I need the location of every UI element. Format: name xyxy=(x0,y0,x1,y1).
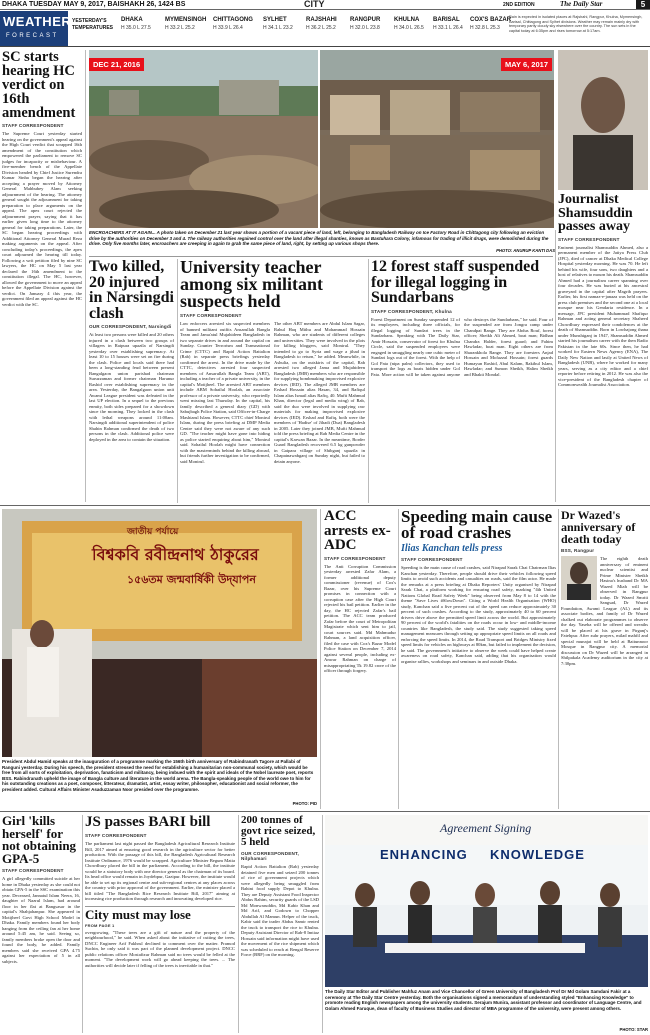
page-number: 5 xyxy=(636,0,650,10)
column-rule xyxy=(555,230,556,502)
column-rule xyxy=(82,815,83,1033)
byline: STAFF CORRESPONDENT, Khulna xyxy=(371,308,452,314)
photo-credit: PHOTO: ANURUP KANTI DAS xyxy=(496,248,555,254)
headline: Journalist Shamsuddin passes away xyxy=(558,193,633,234)
article-body: Eminent journalist Shamsuddin Ahmed, also a permanent member of the Jatiya Press Club (JPC), died of cancer at Dhaka Medical College Hospital yesterday morning. He was 70. He left behind his wife, four sons, two daughters and a host of relatives to mourn his death. Shamsuddin Ahmed had a journalism career spanning over four decades. He was buried at his ancestral graveyard in the capital after Magrib prayers. Earlier, his first namaz-e-janaza was held on the press club premises and the second one at a local mosque near his Gendaria residence. In a message, JPC president Muhammad Shafiqur Rahman and acting general secretary Shaheed Chowdhury expressed their condolences at the death of Shamsuddin. Born in Lowhajong thana under Munshiganj in 1947, Shamsuddin Ahmed started his journalism career with the then Radio Pakistan in the late 60s. Since then, he had worked for Eastern News Agency (ENA), The Daily New Nation and lastly at United News of Bangladesh (UNB), where he worked for many years, serving as a city editor and a chief reporter before retiring in 2012. He was also the vice-president of the Bangladesh chapter of Commonwealth Journalist Association. xyxy=(558,244,648,387)
city-temp: SYLHET H 34.1 L 23.2 xyxy=(263,17,293,31)
city-temp: COX'S BAZAR H 32.8 L 25.3 xyxy=(470,17,512,31)
dateline: DHAKA TUESDAY MAY 9, 2017, BAISHAKH 26, 1424 BS xyxy=(2,1,186,8)
date-tag-right: MAY 6, 2017 xyxy=(501,58,552,71)
sign-text: Agreement Signing xyxy=(440,821,532,835)
headline: Girl 'kills herself' for not obtaining GPA-5 xyxy=(2,815,77,866)
article-body: The eighth death anniversary of eminent nuclear scientist and Prime Minister Sheikh Hasina's husband Dr MA Wazed Miah will be observed in Rangpur today. Dr Wazed Smriti Sangsad, Dr Wazed Foundation, Awami League (AL) and its associate bodies, and family of Dr Wazed chalked out elaborate programmes to observe the day. Yaseba will be offered and wreaths will be placed at his grave in Pirganj's Fatehpur. After zuhr prayers, milad mahfil and special munajat will be held at Baitunnoor Mosque in Rangpur city. A memorial discussion on Dr Wazed will be arranged in Shilpakala Academy auditorium in the city at 7:30pm. xyxy=(561,556,648,666)
article-acc xyxy=(324,509,396,809)
headline: ACC arrests ex-ADC xyxy=(324,509,391,553)
edition-label: 2ND EDITION xyxy=(503,2,535,8)
city-temp: CHITTAGONG H 33.9 L 26.4 xyxy=(213,17,253,31)
portrait-shamsuddin xyxy=(558,50,648,190)
article-rice-seized xyxy=(241,815,319,1033)
city-temp: KHULNA H 34.0 L 26.5 xyxy=(394,17,424,31)
byline: STAFF CORRESPONDENT xyxy=(558,236,620,242)
section-title: CITY xyxy=(304,0,325,9)
article-university-teacher xyxy=(180,259,365,503)
masthead xyxy=(0,0,650,10)
photo-credit: PHOTO: STAR xyxy=(619,1027,648,1033)
article-body: A girl allegedly committed suicide at her home in Dhaka yesterday as she could not obtain GPA-5 in the SSC examination this year. Deceased, Jannatul Islam Neera, 16, daughter of Nazrul Islam, had around floor in her flat at Bangsasar in the capital's Shahjahanpur. She appeared in Motijheel Govt High School Model in Dhaka. Family members found her body hanging from the ceiling fan at her home around 5:45 am, he said. Seeing so, family members broke open the door and found the body, he added. Family members said she received GPA 4.75 against her expectation of 5 in all subjects. xyxy=(2,876,80,964)
subheadline: Ilias Kanchan tells press xyxy=(401,543,503,554)
article-forest-staff xyxy=(371,259,553,503)
weather-note: Rain is expected in isolated places at Rajshahi, Rangpur, Khulna, Mymensingh, Barisal, Chittagong and Sylhet divisions. Weather may remain mainly dry with temporary partly cloudy sky elsewhere over the country. The sun sets in the capital today at 6:35pm and rises tomorrow at 5:17am. xyxy=(509,15,643,34)
rule xyxy=(0,505,650,506)
article-body: The parliament last night passed the Bangladesh Agricultural Research Institute Bill, 2017 aimed at ensuring good research in the agriculture sector for better production. With the passage of this bill, the Bangladesh Agricultural Research Institute Ordinance, 1976 would be scrapped. Agriculture Minister Begum Matia Chowdhury placed the bill in the parliament. According to the bill, the institute would be a statutory body with one director general as the chairman of its board. Its head office would remain in Joydebpur, Gazipur. However, the institute would be able to set up its regional centre and sub-regional centres at any places across the country with prior approval of the government. Earlier, the minister placed a bill titled "The Bangladesh Rice Research Institute Bill, 2017" aiming at increasing rice production through research and innovating developed rice. xyxy=(85,841,235,901)
article-body: overgrowing. "These trees are a gift of nature and the property of the neighbourhood," he said. When asked about the initiative of cutting the trees, DNCC Engineer Arif Fakhrul declined to comment over the matter. Pramod Suchin, he only said it was part of the planned development project. DNCC public relations officer Mostafizur Rahman said no trees would be felled at the moment. "The development work will go ahead keeping the trees. ... The authorities will decide later if felling of the trees is inevitable in that." xyxy=(85,929,235,968)
portrait-illustration xyxy=(558,50,648,190)
column-rule xyxy=(85,50,86,502)
banner-sub: ১৫৬তম জন্মবার্ষিকী উদ্‌যাপন xyxy=(127,573,256,586)
city-temp: DHAKA H 35.0 L 27.5 xyxy=(121,17,151,31)
headline: University teacher among six militant suspects held xyxy=(180,259,324,311)
article-body: The Anti Corruption Commission yesterday arrested Zafar Alam, a former additional deputy commissioner (revenue) of Cox's Bazar, over his Supreme Court promises in connection with a corruption case after the High Court rejected his bail petition. Earlier in the day, the HC rejected Zafar's bail petition. The ACC team produced Zafar before the court of Metropolitan Magistrate which sent him to jail, court sources said. Md Mahmudur Rahman, a land acquisition officer, filed the case with Cox's Bazar Model Police Station on December 7, 2014 against several people, including ex-Anwar Rahman on charge of misappropriating Tk 19.82 crore of the officer through forgery. xyxy=(324,563,396,673)
photo-tagore-anniversary xyxy=(2,509,317,757)
headline: JS passes BARI bill xyxy=(85,815,211,830)
headline: Speeding main cause of road crashes xyxy=(401,509,553,542)
city-temp: RAJSHAHI H 36.2 L 25.2 xyxy=(306,17,337,31)
article-body: Law enforcers arrested six suspected members of banned militant outfits Ansarullah Bangla Team and Jama'atul Mujahideen Bangladesh in two separate drives in and around the capital on Sunday. Counter Terrorism and Transnational Crime (CTTC) and Rapid Action Battalion (Rab) in separate press briefings yesterday confirmed the arrest. In the drive made by the CTTC, detectives arrested four suspected members of Ansarullah Bangla Team (ABT), including a teacher of a private university, in the capital's Motijheel. The arrested ABT members include ABM Sohailul Hoolah, an associate professor of a private university, who reportedly went missing last Thursday. In the capital, his family described a general diary (GD) with Sabujbagh Police Station, said Officer-in-Charge Mashiarul Islam. However, CTTC chief Monirul Islam, during the press briefing at DMP Media Centre said they were not aware of any such GD. "The teacher might have gone into hiding as police started enquiring about him," Monirul said. Sohailul Hoolah might have connection with the masterminds behind the killing abroad, but friends further investigation to be confirmed, said Monirul. xyxy=(180,321,270,464)
photo-may-2017 xyxy=(320,50,554,228)
article-body: At least two persons were killed and 20 others injured in a clash between two groups of villagers in Raipura upazila of Narsingdi yesterday over establishing supremacy. At least 10 to 15 houses were set on fire during the clash. Police and locals said there had been a long-standing feud between present Bangalgaon union parishad chairman Suruzzaman and former chairman Harunur Rashid over establishing supremacy in the area. Yesterday, the Bangalgaon union unit Awami League president was defeated in the last UP election. In a sequel to the previous enmity, both sides prepared for a showdown since the morning. They locked in the clash with lethal weapons around 11:00am. Narsingdi additional superintendent of police Shahin Rahman confirmed the death of two persons in the clash. Additional police were deployed in the area to contain the situation. xyxy=(89,332,174,442)
byline: STAFF CORRESPONDENT xyxy=(401,557,463,562)
city-temp: RANGPUR H 32.0 L 23.8 xyxy=(350,17,381,31)
photo-credit: PHOTO: PID xyxy=(292,801,317,807)
byline: STAFF CORRESPONDENT xyxy=(85,833,147,838)
column-rule xyxy=(558,509,559,809)
paper-name: The Daily Star xyxy=(560,0,603,8)
photo-agreement-signing xyxy=(325,815,648,987)
jump-label: FROM PAGE 1 xyxy=(85,922,115,928)
column-rule xyxy=(177,259,178,503)
byline: OUR CORRESPONDENT, Narsingdi xyxy=(89,324,172,329)
headline: 200 tonnes of govt rice seized, 5 held xyxy=(241,815,316,848)
photo-caption-encroach: ENCROACHERS AT IT AGAIN... A photo taken on December 21 last year shows a portion of a vacant piece of land, left, belonging to Bangladesh Railway on Ice Factory Road in Chittagong city following an eviction drive by the authorities on December 3 and 4. The railway authorities regained control over the land after illegal shanties, known as Bastuhara Colony, infamous for trading of illicit drugs, were demolished during the drive. Only five months later, encroachers are creeping in again to grab the same piece of land, right, by setting up various shops there. PHOTO: ANURUP KANTI DAS xyxy=(89,230,555,254)
article-girl-gpa xyxy=(2,815,80,1033)
headline-city-trees: City must may lose xyxy=(85,906,191,922)
portrait-illustration xyxy=(561,556,597,600)
article-narsingdi xyxy=(89,259,174,503)
weather-logo-bottom: FORECAST xyxy=(6,33,59,39)
article-speeding xyxy=(401,509,556,809)
photo-dec-2016 xyxy=(89,50,318,228)
weather-strip xyxy=(0,11,650,47)
shops-illustration xyxy=(320,50,554,228)
weather-logo-top: WEATHER xyxy=(3,14,72,29)
banner-title: জাতীয় পর্যায়ে xyxy=(127,527,179,537)
article-wazed xyxy=(561,509,648,809)
headline: 12 forest staff suspended for illegal logging in Sundarbans xyxy=(371,259,540,306)
rubble-illustration xyxy=(89,50,318,228)
article-body: Forest Department on Sunday suspended 12 of its employees, including three officials, for illegal logging of Sundari trees in the Sundarbans. Speaking with The Daily Star, Amir Hossain, conservator of forest for Khulna Circle, said the suspended employees were engaged in smuggling nearly one cubic meter of Sundari logs out of the forest. With the help of Gol Pata (nipa palm) collectors, they used to transport the logs as boats hidden under Gol Pata. More action will be taken against anyone who destroys the Sundarbans," he said. Four of the suspended are from Jongra camp under Chandpai Range. They are Abdus Rouf, forest officer; Sheikh Ali Ahmed, boat man; Bidhan Chandra Halder, forest guard; and Fahim Hawladar, boat man. Eight others are from Sharankhola Range. They are foresters Anjad Hossain and Mofazzal Hossain; forest guards Humayun Rashid, Abul Kalam, Rakibul Islam, Hawladar; and Sumon Sheikh, Halim Sheikh and Bhakti Mondal. xyxy=(371,316,553,377)
date-tag-left: DEC 21, 2016 xyxy=(89,58,144,71)
column-rule xyxy=(238,815,239,1033)
article-sc-hearing xyxy=(2,50,82,502)
article-body: The other ABT members are Abdul Islam Sagar, Rahul Haq Mithu and Mohammad Hossain Rahman, who are students of different colleges and universities. They were involved in the plots for killing bloggers, said Monirul. "They intended to go to Syria and wage a jihad in Bangladesh to return," he added. Meanwhile, in Ashulia, on the outskirts of the capital, Rab arrested two alleged Jama and Mujahideen Bangladesh (JMB) members who are responsible for supplying bombmaking improvised explosive devices (IED). The alleged JMB members are Ershad Hossain alias Hasan, 34, and Rafiqul Islam alias Ismail alias Rafiq, 40. Mufti Mahmud Khan, director (legal and media wing) of Rab, said the duo were involved in supplying raw materials for making improvised explosive devices (IED). Ershad and Rafiq, both were the members of 'Hadise' of Jihadi (Dua) Bangladesh in 2005. Later they joined JMB, Mufti Mahmud told the press briefing at Rab Media Centre in the capital's Karwan Bazar. In the meantime, Border Guard Bangladesh recovered 6.5 kg gunpowder in Gaipara village of Shibganj upazila in Chapainawabganj on Sunday night, but failed to detain anyone. xyxy=(274,321,365,464)
byline: OUR CORRESPONDENT, Nilphamari xyxy=(241,851,299,861)
article-bari-bill xyxy=(85,815,235,1033)
banner-knowledge: KNOWLEDGE xyxy=(490,847,585,862)
rule xyxy=(89,256,553,257)
column-rule xyxy=(322,815,323,1033)
byline: STAFF CORRESPONDENT xyxy=(2,123,64,128)
article-body: The Supreme Court yesterday started hearing on the government's appeal against the High Court verdict that scrapped 16th amendment of the constitution which empowered the parliament to remove SC judges for incapacity or misbehaviour. A five-member bench of the Appellate Division headed by Chief Justice Surendra Kumar Sinha began the hearing after accepting a prayer moved by Attorney General Mahbubey Alam seeking adjournment of the hearing. The attorney general sought the adjournment for taking preparation to place arguments on the appeal. The apex court rejected the adjournment prayer, saying that it has earlier given long time to the attorney general for taking preparations. Later, the SC began hearing proceedings with Additional Attorney General Murad Reza making arguments on the appeal. After concluding today's proceedings, the apex court adjourned the hearing till today. Following a writ petition filed by nine SC lawyers, the HC on May 5 last year declared the 16th amendment to the constitution illegal. The HC, however, allowed the government to move an appeal before the Appellate Division against the verdict. On January 4 this year, the government filed an appeal against the HC verdict with the SC. xyxy=(2,131,82,307)
yesterday-label: YESTERDAY'S TEMPERATURES xyxy=(72,18,114,31)
column-rule xyxy=(320,509,321,809)
byline: BSS, Rangpur xyxy=(561,548,595,553)
weather-logo xyxy=(0,11,72,46)
column-rule xyxy=(368,259,369,503)
column-rule xyxy=(398,509,399,809)
ceremony-illustration xyxy=(325,815,648,987)
photo-caption-agreement: The Daily Star Editor and Publisher Mahfuz Anam and Vice Chancellor of Green University of Bangladesh Prof Dr Md Golam Samdani Fakir at a ceremony at The Daily Star Centre yesterday. Both the organisations signed a memorandum of understanding styled "Enhancing Knowledge" to promote reading English newspapers among the university students. Serajum Munira, assistant professor and coordinator of Language Centre, and Golam Ahmed Faruque, dean of faculty of Business Studies and director of MBA programme of the university, were present among others. PHOTO: STAR xyxy=(325,989,648,1033)
article-body: Rapid Action Battalion (Rab) yesterday detained five men and seized 200 tonnes of rice of government projects which were allegedly being smuggled from Bahini food supply Depot to Khulna. They are Deputy Assistant Food Inspector Abdus Rahim, security guards of the LSD Md Monwaruddin, Md Kabir Khan and Md Arif, and Godown to Chopper Abdullah Al Mamun. Helper of the truck, Kabir said the trader Abdus Samir rented the truck to transport the rice to Khulna. Deputy Assistant Director of Rab-8 Imtiaz Hossain said information might have used the movement of the rice shipment which was scheduled to reach at Bengal Reserve Force (BRF) on the morning. xyxy=(241,864,319,957)
byline: STAFF CORRESPONDENT xyxy=(180,313,242,318)
photo-caption-tagore: President Abdul Hamid speaks at the inauguration of a programme marking the 156th birth anniversary of Rabindranath Tagore at Pallabi of Ranguni yesterday. During his speech, the president stressed the need for establishing a humanitarian non-communal society, which would be free from all sorts of exploitation, deprivation, fanaticism and militancy, being imbued with the spirit and ideals of the Nobel laureate poet, reports BSS. Rabindranath upheld the image of Bangla culture and literature in the world arena. The Bangla-speaking people of the world owe to him for his outstanding creations as a poet, composer, litterateur, dramatist, artist, essay writer, philosopher, educationist and social reformer, the president added. Cultural Affairs Minister Asaduzzaman Noor presided over the programme. PHOTO: PID xyxy=(2,759,317,807)
city-temp: BARISAL H 33.1 L 26.4 xyxy=(433,17,463,31)
portrait-wazed xyxy=(561,556,597,600)
rule xyxy=(0,811,650,812)
article-body: Speeding is the main cause of road crashes, said Nirapad Sarak Chai Chairman Ilias Kanchan yesterday. Therefore, people should drive their vehicles following speed limits to avoid such accidents and casualties on roads, said the film actor. He made the remarks at a press briefing at Dhaka Reporters' Unity organised by Nirapad Sarak Chai, a platform working for ensuring road safety, marking "4th United Nations Global Road Safety Week" being observed from May 8 to 14 with the theme "Save Lives #SlowDown". Citing a World Health Organisation (WHO) study, Kanchan said a five percent cut of the speed can reduce approximately 30 percent of such crashes. According to the study, approximately 40 to 60 percent drivers drive above the permitted speed limit across the world. But approximately 90 percent of the world's fatalities on the roads occur in low- and middle-income countries like Bangladesh, the study said. The study suggested taking speed management measures through setting up appropriate speed limits on all roads and enforcing the speed limits. In 2014, the Road Transport and Bridges Ministry fixed speed limits for vehicles on highways at 80km, but failed to implement the decision, he said. The government's initiative to observe the week could have helped create awareness on road safety, Kanchan said, adding that his organisation would organise rallies, workshops and seminars in and outside Dhaka. xyxy=(401,565,556,664)
article-journalist xyxy=(558,193,648,503)
banner-main: বিশ্বকবি রবীন্দ্রনাথ ঠাকুরের xyxy=(92,545,259,564)
city-temp: MYMENSINGH H 33.2 L 25.2 xyxy=(165,17,207,31)
byline: STAFF CORRESPONDENT xyxy=(2,868,64,873)
byline: STAFF CORRESPONDENT xyxy=(324,555,386,561)
headline: Dr Wazed's anniversary of death today xyxy=(561,509,636,546)
banner-enhancing: ENHANCING xyxy=(380,847,468,862)
headline: SC starts hearing HC verdict on 16th amendment xyxy=(2,50,76,121)
headline: Two killed, 20 injured in Narsingdi clash xyxy=(89,259,174,322)
